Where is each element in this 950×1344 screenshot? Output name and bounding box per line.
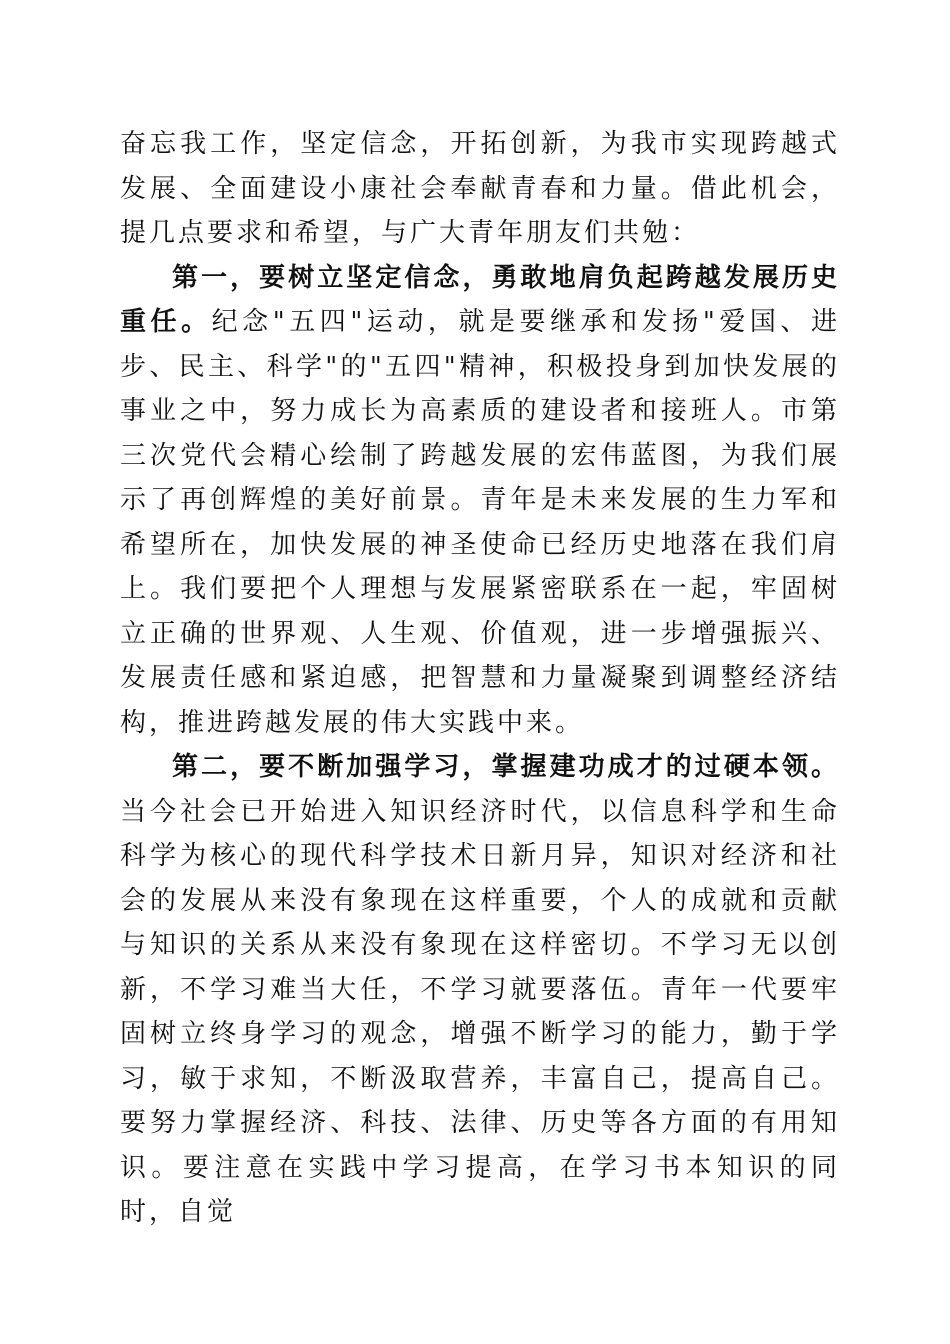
paragraph-second-point — [120, 745, 840, 1235]
paragraph-text: 纪念"五四"运动，就是要继承和发扬"爱国、进步、民主、科学"的"五四"精神，积极投身到加快发展的事业之中，努力成长为高素质的建设者和接班人。市第三次党代会精心绘制了跨越发展的宏伟蓝图，为我们展示了再创辉煌的美好前景。青年是未来发展的生力军和希望所在，加快发展的神圣使命已经历史地落在我们肩上。我们要把个人理想与发展紧密联系在一起，牢固树立正确的世界观、人生观、价值观，进一步增强振兴、发展责任感和紧迫感，把智慧和力量凝聚到调整经济结构，推进跨越发展的伟大实践中来。 — [120, 307, 840, 738]
paragraph-first-point — [120, 256, 840, 746]
paragraph-text: 当今社会已开始进入知识经济时代，以信息科学和生命科学为核心的现代科学技术日新月异，知识对经济和社会的发展从来没有象现在这样重要，个人的成就和贡献与知识的关系从来没有象现在这样密切。不学习无以创新，不学习难当大任，不学习就要落伍。青年一代要牢固树立终身学习的观念，增强不断学习的能力，勤于学习，敏于求知，不断汲取营养，丰富自己，提高自己。要努力掌握经济、科技、法律、历史等各方面的有用知识。要注意在实践中学习提高，在学习书本知识的同时，自觉 — [120, 796, 840, 1227]
paragraph-text: 奋忘我工作，坚定信念，开拓创新，为我市实现跨越式发展、全面建设小康社会奉献青春和力量。借此机会，提几点要求和希望，与广大青年朋友们共勉： — [120, 129, 840, 248]
paragraph-heading: 第一，要树立坚定信念，勇敢地肩负起跨越发展历史重任。 — [120, 262, 840, 337]
paragraph-continuation — [120, 122, 840, 256]
paragraph-heading: 第二，要不断加强学习，掌握建功成才的过硬本领。 — [172, 752, 840, 782]
document-body — [120, 122, 840, 1235]
